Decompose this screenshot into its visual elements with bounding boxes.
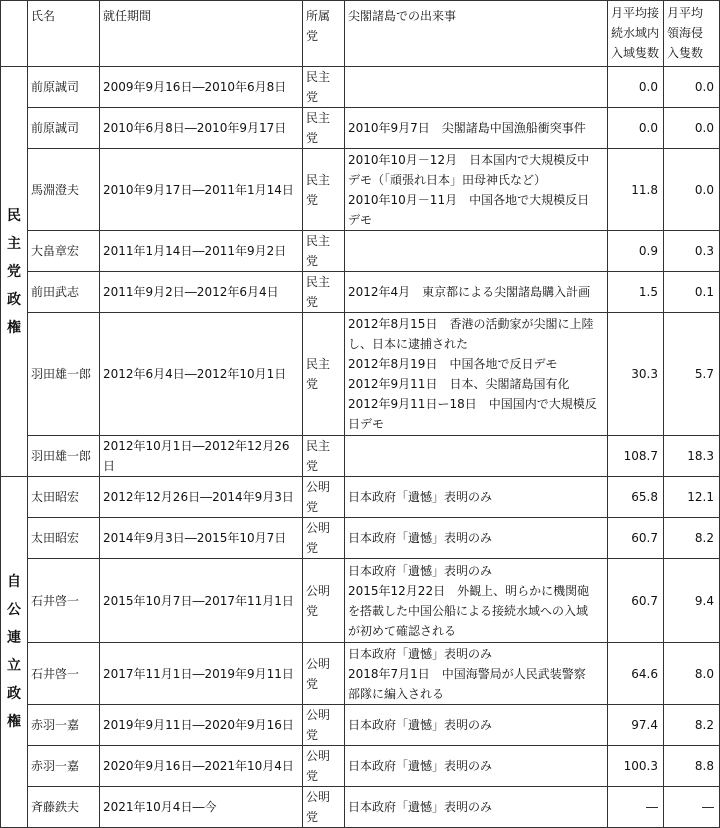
- cell-term: 2020年9月16日―2021年10月4日: [100, 746, 303, 787]
- cell-party: 民主党: [303, 67, 345, 108]
- cell-event: 日本政府「遺憾」表明のみ: [345, 705, 608, 746]
- header-era: [1, 1, 28, 67]
- table-row: [1, 746, 720, 787]
- table-row: [1, 477, 720, 518]
- cell-party: 公明党: [303, 787, 345, 828]
- cell-event: 日本政府「遺憾」表明のみ: [345, 477, 608, 518]
- cell-contiguous: 108.7: [608, 436, 664, 477]
- cell-term: 2011年1月14日―2011年9月2日: [100, 231, 303, 272]
- cell-term: 2015年10月7日―2017年11月1日: [100, 559, 303, 643]
- cell-contiguous: 0.0: [608, 67, 664, 108]
- cell-contiguous: 0.9: [608, 231, 664, 272]
- table-row: [1, 67, 720, 108]
- cell-term: 2012年6月4日―2012年10月1日: [100, 313, 303, 436]
- cell-territorial: 5.7: [664, 313, 720, 436]
- cell-party: 公明党: [303, 705, 345, 746]
- cell-territorial: 18.3: [664, 436, 720, 477]
- cell-name: 赤羽一嘉: [28, 705, 100, 746]
- cell-event: 2010年10月－12月 日本国内で大規模反中 デモ（「頑張れ日本」田母神氏など） 2010年10月－11月 中国各地で大規模反日 デモ: [345, 149, 608, 231]
- cell-party: 公明党: [303, 518, 345, 559]
- cell-name: 斉藤鉄夫: [28, 787, 100, 828]
- cell-contiguous: 97.4: [608, 705, 664, 746]
- cell-party: 公明党: [303, 477, 345, 518]
- cell-name: 前原誠司: [28, 67, 100, 108]
- cell-contiguous: 60.7: [608, 518, 664, 559]
- cell-event: [345, 231, 608, 272]
- cell-name: 太田昭宏: [28, 518, 100, 559]
- cell-party: 民主党: [303, 108, 345, 149]
- cell-territorial: 0.0: [664, 67, 720, 108]
- cell-term: 2010年9月17日―2011年1月14日: [100, 149, 303, 231]
- cell-name: 石井啓一: [28, 559, 100, 643]
- cell-term: 2010年6月8日―2010年9月17日: [100, 108, 303, 149]
- cell-contiguous: ―: [608, 787, 664, 828]
- cell-name: 羽田雄一郎: [28, 313, 100, 436]
- cell-party: 公明党: [303, 643, 345, 705]
- table-row: [1, 436, 720, 477]
- cell-term: 2011年9月2日―2012年6月4日: [100, 272, 303, 313]
- cell-territorial: ―: [664, 787, 720, 828]
- cell-contiguous: 100.3: [608, 746, 664, 787]
- header-party: 所属党: [303, 1, 345, 67]
- cell-territorial: 8.0: [664, 643, 720, 705]
- cell-name: 前田武志: [28, 272, 100, 313]
- table-row: [1, 231, 720, 272]
- cell-event: 日本政府「遺憾」表明のみ: [345, 746, 608, 787]
- cell-contiguous: 64.6: [608, 643, 664, 705]
- cell-term: 2012年10月1日―2012年12月26日: [100, 436, 303, 477]
- header-term: 就任期間: [100, 1, 303, 67]
- cell-name: 前原誠司: [28, 108, 100, 149]
- header-territorial: 月平均 領海侵 入隻数: [664, 1, 720, 67]
- cell-party: 民主党: [303, 231, 345, 272]
- cell-event: [345, 436, 608, 477]
- cell-name: 石井啓一: [28, 643, 100, 705]
- cell-event: 日本政府「遺憾」表明のみ 2018年7月1日 中国海警局が人民武装警察 部隊に編入される: [345, 643, 608, 705]
- cell-territorial: 9.4: [664, 559, 720, 643]
- cell-party: 公明党: [303, 559, 345, 643]
- cell-territorial: 0.1: [664, 272, 720, 313]
- header-event: 尖閣諸島での出来事: [345, 1, 608, 67]
- header-row: [1, 1, 720, 67]
- cell-party: 民主党: [303, 313, 345, 436]
- table-row: [1, 559, 720, 643]
- cell-term: 2017年11月1日―2019年9月11日: [100, 643, 303, 705]
- era-dpj: 民 主 党 政 権: [1, 67, 28, 477]
- table-row: [1, 705, 720, 746]
- table-row: [1, 643, 720, 705]
- cell-contiguous: 65.8: [608, 477, 664, 518]
- cell-term: 2014年9月3日―2015年10月7日: [100, 518, 303, 559]
- cell-contiguous: 60.7: [608, 559, 664, 643]
- cell-event: 日本政府「遺憾」表明のみ: [345, 518, 608, 559]
- cell-event: [345, 67, 608, 108]
- cell-event: 2010年9月7日 尖閣諸島中国漁船衝突事件: [345, 108, 608, 149]
- cell-event: 日本政府「遺憾」表明のみ 2015年12月22日 外観上、明らかに機関砲 を搭載した中国公船による接続水域への入域 が初めて確認される: [345, 559, 608, 643]
- table-row: [1, 518, 720, 559]
- cell-name: 大畠章宏: [28, 231, 100, 272]
- cell-term: 2021年10月4日―今: [100, 787, 303, 828]
- cell-territorial: 8.2: [664, 518, 720, 559]
- cell-name: 太田昭宏: [28, 477, 100, 518]
- header-contiguous: 月平均接 続水域内 入域隻数: [608, 1, 664, 67]
- cell-event: 2012年8月15日 香港の活動家が尖閣に上陸 し、日本に逮捕された 2012年8月19日 中国各地で反日デモ 2012年9月11日 日本、尖閣諸島国有化 2012年9月11日ー18日 中国国内で大規模反 日デモ: [345, 313, 608, 436]
- cell-party: 民主党: [303, 272, 345, 313]
- table-row: [1, 313, 720, 436]
- cell-name: 馬淵澄夫: [28, 149, 100, 231]
- cell-contiguous: 30.3: [608, 313, 664, 436]
- cell-territorial: 0.0: [664, 149, 720, 231]
- table-row: [1, 787, 720, 828]
- cell-territorial: 8.8: [664, 746, 720, 787]
- cell-contiguous: 11.8: [608, 149, 664, 231]
- cell-event: 2012年4月 東京都による尖閣諸島購入計画: [345, 272, 608, 313]
- cell-term: 2009年9月16日―2010年6月8日: [100, 67, 303, 108]
- table-row: [1, 272, 720, 313]
- cell-territorial: 0.3: [664, 231, 720, 272]
- cell-name: 赤羽一嘉: [28, 746, 100, 787]
- cell-event: 日本政府「遺憾」表明のみ: [345, 787, 608, 828]
- cell-term: 2012年12月26日―2014年9月3日: [100, 477, 303, 518]
- cell-party: 民主党: [303, 436, 345, 477]
- cell-contiguous: 0.0: [608, 108, 664, 149]
- cell-territorial: 12.1: [664, 477, 720, 518]
- cell-party: 民主党: [303, 149, 345, 231]
- cell-contiguous: 1.5: [608, 272, 664, 313]
- cell-party: 公明党: [303, 746, 345, 787]
- cell-territorial: 8.2: [664, 705, 720, 746]
- cell-term: 2019年9月11日―2020年9月16日: [100, 705, 303, 746]
- cell-name: 羽田雄一郎: [28, 436, 100, 477]
- header-name: 氏名: [28, 1, 100, 67]
- table-row: [1, 108, 720, 149]
- era-ldp-komeito: 自 公 連 立 政 権: [1, 477, 28, 828]
- cell-territorial: 0.0: [664, 108, 720, 149]
- table-row: [1, 149, 720, 231]
